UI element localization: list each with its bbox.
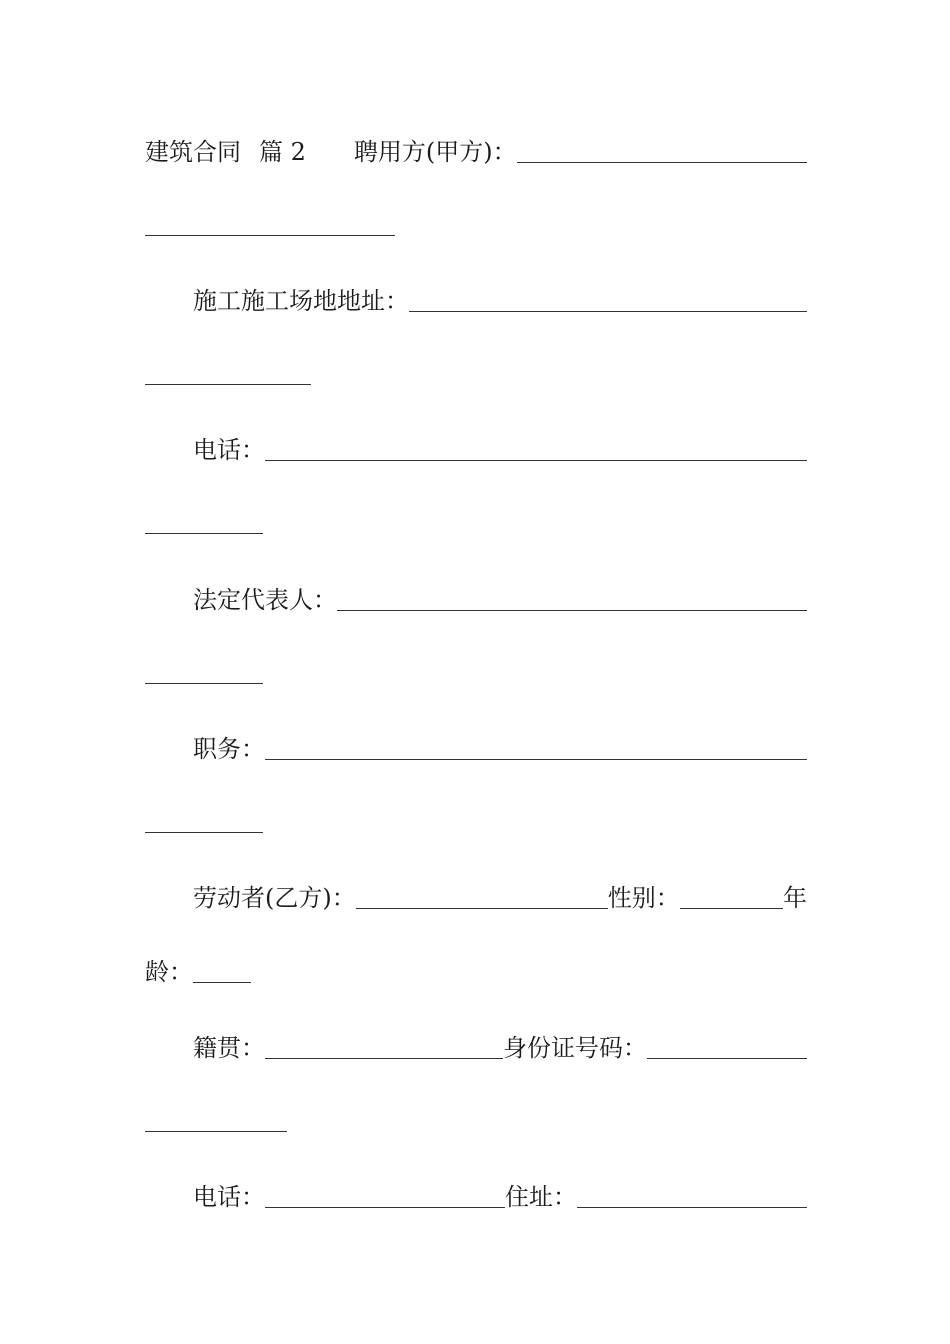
employer-blank[interactable] [517,162,807,163]
phone-a-blank[interactable] [265,460,807,461]
id-number-blank[interactable] [647,1058,807,1059]
legal-rep-blank-continued[interactable] [145,683,263,684]
native-place-blank[interactable] [265,1058,503,1059]
native-id-row [145,1031,807,1065]
worker-blank[interactable] [356,908,608,909]
site-address-row [145,284,807,318]
employer-label: 聘用方(甲方)： [353,138,517,166]
phone-b-blank[interactable] [265,1207,505,1208]
age-row [145,955,251,989]
legal-rep-row [145,583,807,617]
position-row [145,732,807,766]
phone-a-blank-continued[interactable] [145,533,263,534]
phone-a-label: 电话： [193,436,265,464]
age-label-start: 年 [783,884,807,912]
site-address-blank-continued[interactable] [145,384,311,385]
id-number-label: 身份证号码： [503,1034,647,1062]
doc-title: 建筑合同 [145,138,241,166]
native-place-label: 籍贯： [193,1034,265,1062]
address-blank[interactable] [577,1207,807,1208]
doc-section: 篇 2 [259,138,306,166]
position-blank-continued[interactable] [145,832,263,833]
age-blank[interactable] [193,982,251,983]
address-label: 住址： [505,1183,577,1211]
position-blank[interactable] [265,759,807,760]
gender-label: 性别： [607,884,680,912]
title-employer-row [145,135,807,169]
age-label-end: 龄： [145,958,193,986]
phone-address-row [145,1180,807,1214]
gender-blank[interactable] [680,908,783,909]
phone-b-label: 电话： [193,1183,265,1211]
legal-rep-blank[interactable] [337,610,807,611]
legal-rep-label: 法定代表人： [193,586,337,614]
worker-label: 劳动者(乙方)： [193,884,356,912]
site-address-label: 施工施工场地地址： [193,287,409,315]
position-label: 职务： [193,735,265,763]
phone-a-row [145,433,807,467]
id-number-blank-continued[interactable] [145,1131,287,1132]
worker-row [145,881,807,915]
site-address-blank[interactable] [409,311,807,312]
employer-blank-continued[interactable] [145,235,395,236]
